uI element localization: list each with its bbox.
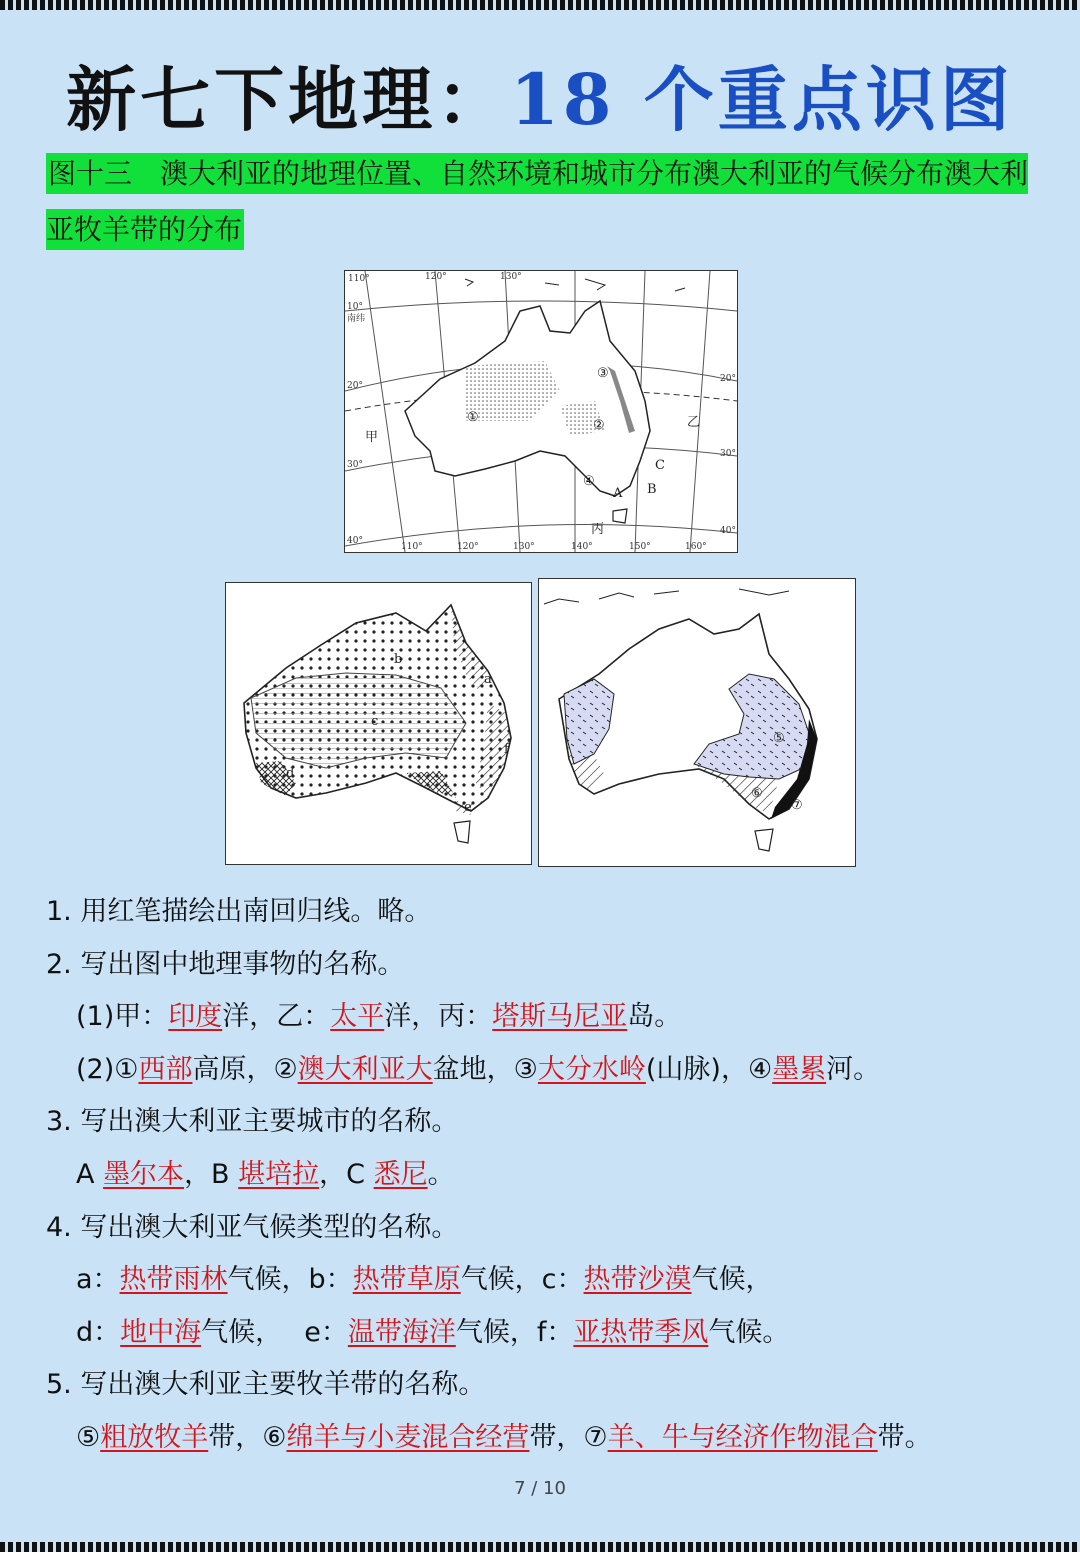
svg-text:150°: 150° <box>629 542 651 552</box>
page-number: 7 / 10 <box>514 1478 566 1499</box>
svg-text:40°: 40° <box>347 536 363 546</box>
question-2: 2. 写出图中地理事物的名称。 <box>46 948 405 980</box>
answer-4-2: d：地中海气候， e：温带海洋气候，f：亚热带季风气候。 <box>76 1316 790 1348</box>
svg-text:40°: 40° <box>720 526 736 536</box>
climate-a: a <box>484 672 492 687</box>
svg-text:120°: 120° <box>425 272 447 282</box>
svg-text:110°: 110° <box>348 274 370 284</box>
svg-text:120°: 120° <box>457 542 479 552</box>
page-title: 新七下地理：18 个重点识图 <box>66 58 1014 141</box>
answer-2-2: (2)①西部高原，②澳大利亚大盆地，③大分水岭(山脉)，④墨累河。 <box>76 1053 881 1085</box>
marker-3: ③ <box>597 366 609 381</box>
svg-text:130°: 130° <box>500 272 522 282</box>
svg-text:30°: 30° <box>720 449 736 459</box>
svg-text:南纬: 南纬 <box>347 314 366 324</box>
svg-text:110°: 110° <box>401 542 423 552</box>
svg-text:30°: 30° <box>347 460 363 470</box>
svg-text:140°: 140° <box>571 542 593 552</box>
climate-f: f <box>504 742 509 757</box>
answer-4-1: a：热带雨林气候，b：热带草原气候，c：热带沙漠气候， <box>76 1264 773 1296</box>
climate-b: b <box>394 652 403 667</box>
question-1: 1. 用红笔描绘出南回归线。略。 <box>46 896 432 927</box>
svg-text:10°: 10° <box>347 302 363 312</box>
climate-d: d <box>286 766 295 781</box>
bottom-dotted-border <box>0 1542 1080 1552</box>
marker-B: B <box>647 482 657 497</box>
answer-3: A 墨尔本，B 堪培拉，C 悉尼。 <box>76 1158 455 1190</box>
marker-bing: 丙 <box>591 522 605 537</box>
svg-text:20°: 20° <box>720 374 736 384</box>
svg-text:160°: 160° <box>685 542 707 552</box>
marker-1: ① <box>467 410 479 425</box>
marker-C: C <box>655 458 665 473</box>
question-4: 4. 写出澳大利亚气候类型的名称。 <box>46 1211 459 1243</box>
top-dotted-border <box>0 0 1080 10</box>
question-3: 3. 写出澳大利亚主要城市的名称。 <box>46 1106 459 1138</box>
belt-5: ⑤ <box>773 731 785 746</box>
svg-text:20°: 20° <box>347 381 363 391</box>
map-climate <box>225 582 532 865</box>
marker-4: ④ <box>583 474 595 489</box>
marker-2: ② <box>593 418 605 433</box>
answer-5: ⑤粗放牧羊带，⑥绵羊与小麦混合经营带，⑦羊、牛与经济作物混合带。 <box>76 1421 932 1453</box>
marker-jia: 甲 <box>365 430 379 445</box>
map-location <box>344 270 738 553</box>
map-sheep-belts <box>538 578 856 867</box>
answer-2-1: (1)甲：印度洋，乙：太平洋，丙：塔斯马尼亚岛。 <box>76 1001 682 1033</box>
svg-text:130°: 130° <box>513 542 535 552</box>
climate-c: c <box>371 714 379 729</box>
question-5: 5. 写出澳大利亚主要牧羊带的名称。 <box>46 1369 486 1401</box>
question-list <box>46 886 1046 1465</box>
marker-A: A <box>613 486 623 501</box>
climate-e: e <box>464 800 472 815</box>
belt-7: ⑦ <box>791 798 803 813</box>
belt-6: ⑥ <box>751 786 763 801</box>
figure-caption: 图十三 澳大利亚的地理位置、自然环境和城市分布澳大利亚的气候分布澳大利亚牧羊带的分布 <box>46 146 1036 258</box>
marker-yi: 乙 <box>687 415 701 430</box>
